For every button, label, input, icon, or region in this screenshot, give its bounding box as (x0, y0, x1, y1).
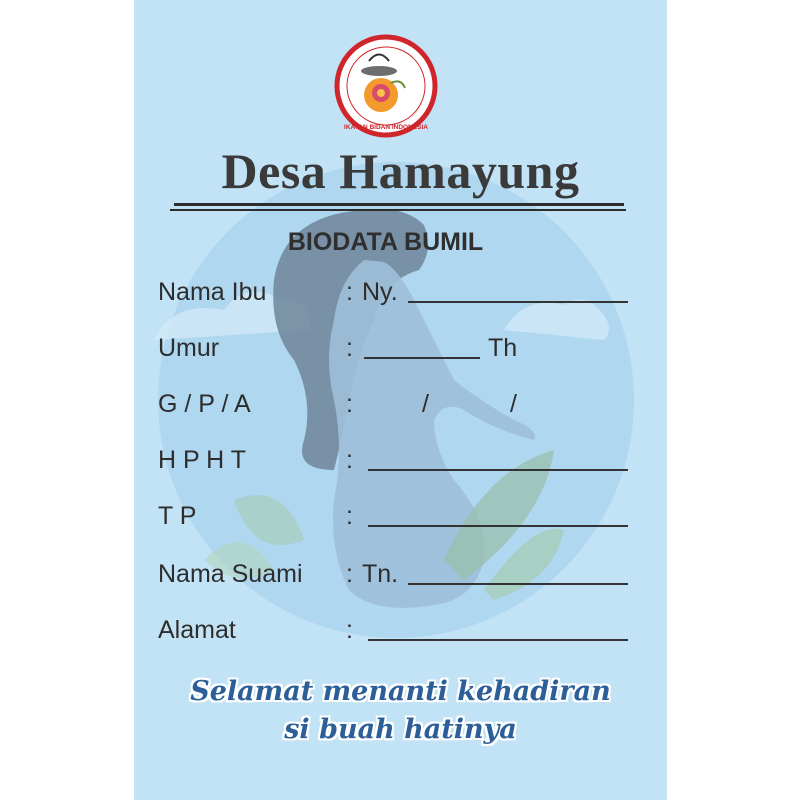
fill-line (408, 301, 628, 303)
field-label: G / P / A (158, 390, 251, 418)
greeting-line-1: Selamat menanti kehadiran (190, 676, 611, 707)
field-colon: : (346, 278, 353, 306)
village-title: Desa Hamayung (221, 143, 580, 199)
field-prefix: Ny. (362, 278, 398, 306)
fill-line (408, 583, 628, 585)
field-label: Nama Suami (158, 560, 303, 588)
field-suffix: Th (488, 334, 518, 362)
field-colon: : (346, 446, 353, 474)
field-label: Alamat (158, 616, 236, 644)
biodata-card (134, 0, 667, 800)
field-label: H P H T (158, 446, 246, 474)
fill-line (368, 469, 628, 471)
field-label: T P (158, 502, 197, 530)
field-colon: : (346, 390, 353, 418)
fill-line (368, 525, 628, 527)
field-separator: / (510, 390, 517, 418)
svg-text:IKATAN BIDAN INDONESIA: IKATAN BIDAN INDONESIA (344, 124, 428, 131)
field-colon: : (346, 334, 353, 362)
fill-line (364, 357, 480, 359)
title-underline-2 (170, 209, 626, 211)
fill-line (368, 639, 628, 641)
field-colon: : (346, 616, 353, 644)
form-subtitle: BIODATA BUMIL (287, 228, 484, 256)
field-colon: : (346, 560, 353, 588)
field-separator: / (422, 390, 429, 418)
field-label: Nama Ibu (158, 278, 267, 306)
title-underline-1 (174, 203, 624, 206)
field-prefix: Tn. (362, 560, 399, 588)
greeting-line-2: si buah hatinya (284, 714, 517, 745)
ikatan-bidan-indonesia-logo (333, 33, 439, 139)
field-label: Umur (158, 334, 220, 362)
field-colon: : (346, 502, 353, 530)
